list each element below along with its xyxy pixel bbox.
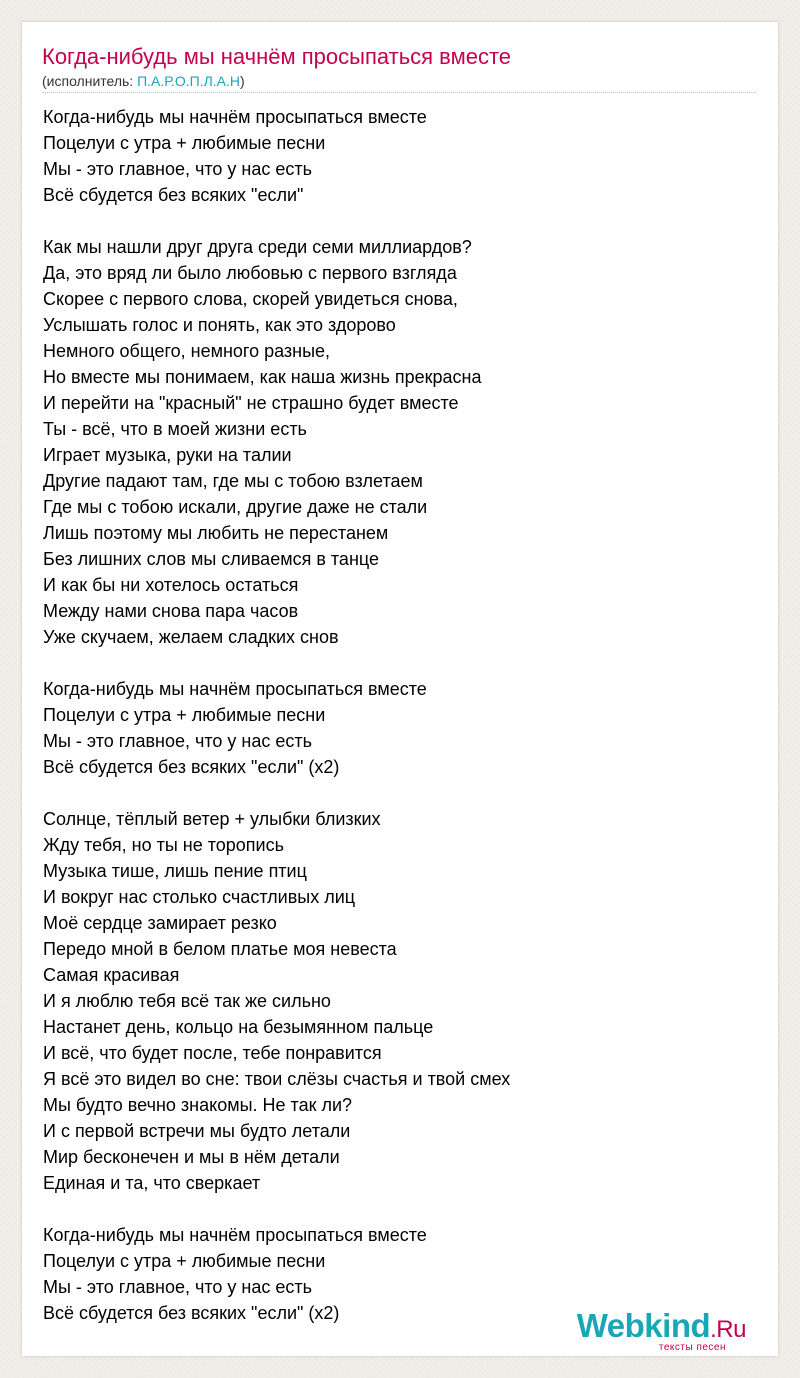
lyrics-stanza xyxy=(43,234,763,650)
lyric-line: Мы - это главное, что у нас есть xyxy=(43,731,312,751)
lyric-line: И вокруг нас столько счастливых лиц xyxy=(43,887,356,907)
lyric-line: Поцелуи с утра + любимые песни xyxy=(43,133,326,153)
lyrics-stanza xyxy=(43,806,763,1196)
lyric-line: Мы - это главное, что у нас есть xyxy=(43,159,312,179)
lyric-line: И с первой встречи мы будто летали xyxy=(43,1121,351,1141)
lyric-line: Передо мной в белом платье моя невеста xyxy=(43,939,397,959)
lyric-line: И я люблю тебя всё так же сильно xyxy=(43,991,331,1011)
lyrics-body xyxy=(43,104,763,1352)
lyric-line: Между нами снова пара часов xyxy=(43,601,299,621)
lyric-line: Моё сердце замирает резко xyxy=(43,913,277,933)
lyric-line: Всё сбудется без всяких "если" (x2) xyxy=(43,1303,340,1323)
lyric-line: Настанет день, кольцо на безымянном пальце xyxy=(43,1017,434,1037)
site-logo[interactable] xyxy=(546,1308,746,1354)
artist-suffix: ) xyxy=(240,73,245,89)
lyric-line: Другие падают там, где мы с тобою взлетаем xyxy=(43,471,423,491)
lyric-line: Но вместе мы понимаем, как наша жизнь прекрасна xyxy=(43,367,482,387)
artist-prefix: (исполнитель: xyxy=(42,73,138,89)
song-title: Когда-нибудь мы начнём просыпаться вместе xyxy=(42,44,512,69)
lyric-line: И всё, что будет после, тебе понравится xyxy=(43,1043,382,1063)
lyric-line: И как бы ни хотелось остаться xyxy=(43,575,299,595)
title-divider xyxy=(42,92,756,93)
lyric-line: Мир бесконечен и мы в нём детали xyxy=(43,1147,340,1167)
logo-tld: .Ru xyxy=(710,1316,746,1343)
logo-main-text: Webkind xyxy=(576,1307,711,1344)
lyric-line: Немного общего, немного разные, xyxy=(43,341,331,361)
lyric-line: Всё сбудется без всяких "если" xyxy=(43,185,304,205)
lyric-line: Единая и та, что сверкает xyxy=(43,1173,261,1193)
lyric-line: Я всё это видел во сне: твои слёзы счастья и твой смех xyxy=(43,1069,511,1089)
lyric-line: Самая красивая xyxy=(43,965,180,985)
lyrics-card xyxy=(22,22,778,1356)
lyric-line: Когда-нибудь мы начнём просыпаться вместе xyxy=(43,679,427,699)
lyric-line: Жду тебя, но ты не торопись xyxy=(43,835,284,855)
lyric-line: Как мы нашли друг друга среди семи миллиардов? xyxy=(43,237,472,257)
lyric-line: И перейти на "красный" не страшно будет вместе xyxy=(43,393,459,413)
lyric-line: Поцелуи с утра + любимые песни xyxy=(43,705,326,725)
lyric-line: Да, это вряд ли было любовью с первого взгляда xyxy=(43,263,457,283)
lyric-line: Уже скучаем, желаем сладких снов xyxy=(43,627,339,647)
lyrics-stanza xyxy=(43,676,763,780)
lyric-line: Когда-нибудь мы начнём просыпаться вместе xyxy=(43,1225,427,1245)
lyric-line: Ты - всё, что в моей жизни есть xyxy=(43,419,307,439)
lyric-line: Солнце, тёплый ветер + улыбки близких xyxy=(43,809,381,829)
artist-line xyxy=(42,72,245,90)
lyric-line: Услышать голос и понять, как это здорово xyxy=(43,315,396,335)
artist-link[interactable]: П.А.Р.О.П.Л.А.Н xyxy=(137,73,241,89)
lyric-line: Играет музыка, руки на талии xyxy=(43,445,292,465)
lyric-line: Музыка тише, лишь пение птиц xyxy=(43,861,307,881)
lyric-line: Поцелуи с утра + любимые песни xyxy=(43,1251,326,1271)
lyric-line: Всё сбудется без всяких "если" (x2) xyxy=(43,757,340,777)
lyric-line: Без лишних слов мы сливаемся в танце xyxy=(43,549,380,569)
lyrics-stanza xyxy=(43,104,763,208)
lyric-line: Мы будто вечно знакомы. Не так ли? xyxy=(43,1095,353,1115)
lyric-line: Когда-нибудь мы начнём просыпаться вместе xyxy=(43,107,427,127)
lyric-line: Скорее с первого слова, скорей увидеться снова, xyxy=(43,289,458,309)
lyric-line: Мы - это главное, что у нас есть xyxy=(43,1277,312,1297)
lyric-line: Где мы с тобою искали, другие даже не стали xyxy=(43,497,428,517)
logo-tagline: тексты песен xyxy=(658,1342,726,1353)
lyric-line: Лишь поэтому мы любить не перестанем xyxy=(43,523,389,543)
